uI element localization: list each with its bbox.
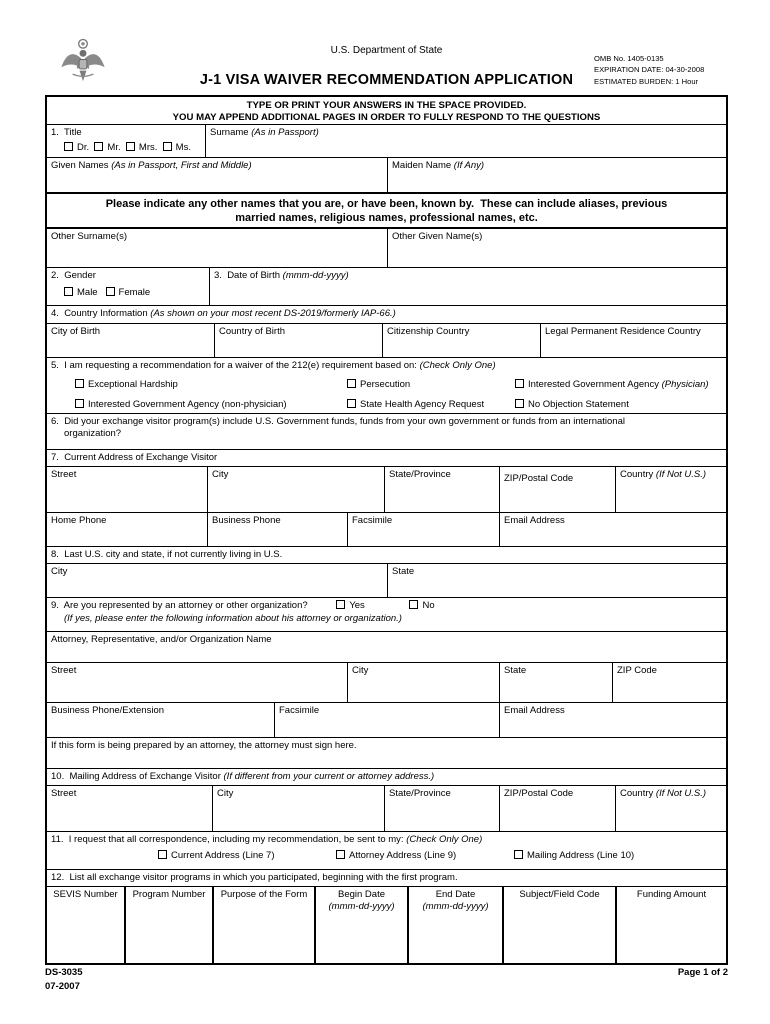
current-city-label: City: [212, 469, 229, 480]
field-mailing-country[interactable]: [615, 786, 726, 831]
field-sevis-number[interactable]: [47, 887, 124, 963]
estimated-burden: ESTIMATED BURDEN: 1 Hour: [594, 76, 699, 86]
q5-hint: (Check Only One): [419, 360, 496, 371]
field-home-phone[interactable]: [47, 513, 207, 546]
field-attorney-facsimile[interactable]: [274, 703, 499, 737]
omb-block: [594, 53, 728, 87]
field-last-us-city[interactable]: [47, 564, 387, 597]
country-of-birth-label: Country of Birth: [219, 326, 285, 337]
checkbox-persecution[interactable]: [347, 379, 356, 388]
field-maiden-name[interactable]: [387, 158, 726, 192]
field-current-state[interactable]: [384, 467, 499, 512]
attorney-yes-label: Yes: [349, 600, 365, 611]
q5-section: [47, 358, 726, 413]
other-surnames-label: Other Surname(s): [51, 231, 128, 242]
field-attorney-signature[interactable]: [47, 738, 726, 768]
other-given-label: Other Given Name(s): [392, 231, 483, 242]
field-end-date[interactable]: [407, 887, 502, 963]
field-business-phone[interactable]: [207, 513, 347, 546]
current-address-option-label: Current Address (Line 7): [171, 849, 275, 861]
notice-line2: married names, religious names, professional names, etc.: [235, 212, 538, 225]
checkbox-current-address[interactable]: [158, 850, 167, 859]
field-permanent-residence-country[interactable]: [540, 324, 726, 357]
given-names-label: Given Names: [51, 160, 112, 171]
field-mailing-city[interactable]: [212, 786, 384, 831]
col-subject-field-code: Subject/Field Code: [519, 889, 600, 900]
attorney-city-label: City: [352, 665, 369, 676]
attorney-sign-note: If this form is being prepared by an attorney, the attorney must sign here.: [51, 740, 357, 751]
checkbox-male[interactable]: [64, 287, 73, 296]
q9-hint: (If yes, please enter the following information about his attorney or organization.): [64, 612, 402, 624]
page-header: [45, 33, 728, 95]
q11-label: 11. I request that all correspondence, including my recommendation, be sent to my:: [51, 834, 407, 845]
field-current-city[interactable]: [207, 467, 384, 512]
q4-header: [47, 306, 726, 323]
attorney-email-label: Email Address: [504, 705, 565, 716]
persecution-label: Persecution: [360, 378, 411, 390]
q3-label: 3. Date of Birth: [214, 270, 283, 281]
home-phone-label: Home Phone: [51, 515, 107, 526]
col-end-date-hint: (mmm-dd-yyyy): [422, 901, 489, 913]
residence-country-label: Legal Permanent Residence Country: [545, 326, 701, 337]
email-label: Email Address: [504, 515, 565, 526]
us-department-of-state-seal-icon: [57, 34, 109, 90]
checkbox-female[interactable]: [106, 287, 115, 296]
q3-hint: (mmm-dd-yyyy): [282, 270, 349, 281]
q2-gender-cell: [47, 268, 209, 305]
maiden-name-label: Maiden Name: [392, 160, 454, 171]
col-begin-date: Begin Date: [337, 889, 385, 900]
q4-hint: (As shown on your most recent DS-2019/formerly IAP-66.): [150, 308, 396, 319]
iga-non-physician-label: Interested Government Agency (non-physician): [88, 398, 287, 410]
page-footer: [45, 966, 728, 994]
checkbox-iga-physician[interactable]: [515, 379, 524, 388]
instructions-line1: TYPE OR PRINT YOUR ANSWERS IN THE SPACE PROVIDED.: [246, 100, 527, 111]
attorney-state-label: State: [504, 665, 527, 676]
q7-header: [47, 450, 726, 466]
mailing-city-label: City: [217, 788, 234, 799]
field-attorney-state[interactable]: [499, 663, 612, 702]
col-program-number: Program Number: [132, 889, 206, 900]
field-attorney-business-phone[interactable]: [47, 703, 274, 737]
iga-physician-label: Interested Government Agency: [528, 378, 662, 390]
checkbox-male-label: Male: [77, 286, 98, 298]
checkbox-mrs-label: Mrs.: [138, 141, 158, 153]
exceptional-hardship-label: Exceptional Hardship: [88, 378, 178, 390]
field-attorney-name[interactable]: [47, 632, 726, 662]
checkbox-attorney-yes[interactable]: [336, 600, 345, 609]
col-purpose: Purpose of the Form: [220, 889, 308, 900]
instructions-line2: YOU MAY APPEND ADDITIONAL PAGES IN ORDER TO FULLY RESPOND TO THE QUESTIONS: [172, 111, 601, 123]
q7-label: 7. Current Address of Exchange Visitor: [51, 452, 218, 463]
checkbox-iga-non-physician[interactable]: [75, 399, 84, 408]
field-funding-amount[interactable]: [615, 887, 726, 963]
field-mailing-zip[interactable]: [499, 786, 615, 831]
q9-question: [47, 598, 726, 631]
page-number: Page 1 of 2: [677, 967, 728, 978]
field-other-surnames[interactable]: [47, 229, 387, 267]
field-last-us-state[interactable]: [387, 564, 726, 597]
checkbox-mr-label: Mr.: [107, 141, 121, 153]
field-current-street[interactable]: [47, 467, 207, 512]
attorney-facsimile-label: Facsimile: [279, 705, 320, 716]
mailing-street-label: Street: [51, 788, 77, 799]
program-table: [47, 886, 726, 963]
expiration-date: EXPIRATION DATE: 04-30-2008: [594, 65, 705, 75]
field-mailing-state[interactable]: [384, 786, 499, 831]
facsimile-label: Facsimile: [352, 515, 393, 526]
state-health-agency-label: State Health Agency Request: [360, 398, 485, 410]
attorney-zip-label: ZIP Code: [617, 665, 657, 676]
agency-name: U.S. Department of State: [330, 45, 443, 56]
checkbox-state-health-agency[interactable]: [347, 399, 356, 408]
field-mailing-street[interactable]: [47, 786, 212, 831]
q2-label: 2. Gender: [51, 270, 96, 281]
attorney-name-label: Attorney, Representative, and/or Organization Name: [51, 634, 272, 645]
field-subject-field-code[interactable]: [502, 887, 615, 963]
field-attorney-street[interactable]: [47, 663, 347, 702]
q1-label: 1. Title: [51, 127, 82, 138]
q5-label: 5. I am requesting a recommendation for a waiver of the 212(e) requirement based on:: [51, 360, 420, 371]
q6-line1: 6. Did your exchange visitor program(s) include U.S. Government funds, funds from your own government or funds from an international: [51, 416, 625, 427]
field-city-of-birth[interactable]: [47, 324, 214, 357]
field-date-of-birth[interactable]: [209, 268, 726, 305]
q10-hint: (If different from your current or attorney address.): [223, 771, 435, 782]
field-begin-date[interactable]: [314, 887, 407, 963]
checkbox-dr[interactable]: [64, 142, 73, 151]
last-us-state-label: State: [392, 566, 415, 577]
current-street-label: Street: [51, 469, 77, 480]
q6-line2: organization?: [64, 427, 122, 439]
checkbox-exceptional-hardship[interactable]: [75, 379, 84, 388]
q8-header: [47, 547, 726, 563]
checkbox-attorney-address[interactable]: [336, 850, 345, 859]
mailing-country-hint: (If Not U.S.): [655, 788, 707, 799]
current-state-label: State/Province: [389, 469, 451, 480]
other-names-notice: [47, 194, 726, 227]
field-given-names[interactable]: [47, 158, 387, 192]
field-current-zip[interactable]: [499, 467, 615, 512]
q4-label: 4. Country Information: [51, 308, 151, 319]
col-end-date: End Date: [435, 889, 476, 900]
col-sevis-number: SEVIS Number: [53, 889, 118, 900]
given-names-hint: (As in Passport, First and Middle): [111, 160, 252, 171]
q10-header: [47, 769, 726, 785]
field-attorney-city[interactable]: [347, 663, 499, 702]
checkbox-ms[interactable]: [163, 142, 172, 151]
current-zip-label: ZIP/Postal Code: [504, 473, 574, 484]
q9-label: 9. Are you represented by an attorney or other organization?: [51, 600, 308, 611]
q11-section: [47, 832, 726, 869]
mailing-country-label: Country: [620, 788, 656, 799]
citizenship-country-label: Citizenship Country: [387, 326, 470, 337]
instructions: [47, 97, 726, 124]
q6-question: [47, 414, 726, 449]
city-of-birth-label: City of Birth: [51, 326, 101, 337]
col-funding-amount: Funding Amount: [636, 889, 707, 900]
attorney-address-option-label: Attorney Address (Line 9): [349, 849, 457, 861]
field-other-given-names[interactable]: [387, 229, 726, 267]
field-surname[interactable]: [205, 125, 726, 157]
attorney-business-phone-label: Business Phone/Extension: [51, 705, 165, 716]
field-email[interactable]: [499, 513, 726, 546]
q8-label: 8. Last U.S. city and state, if not currently living in U.S.: [51, 549, 283, 560]
checkbox-mailing-address[interactable]: [514, 850, 523, 859]
field-program-number[interactable]: [124, 887, 212, 963]
iga-physician-hint: (Physician): [661, 378, 709, 390]
col-begin-date-hint: (mmm-dd-yyyy): [328, 901, 395, 913]
checkbox-dr-label: Dr.: [77, 141, 90, 153]
surname-hint: (As in Passport): [251, 127, 319, 138]
checkbox-attorney-no[interactable]: [409, 600, 418, 609]
field-citizenship-country[interactable]: [382, 324, 540, 357]
mailing-address-option-label: Mailing Address (Line 10): [527, 849, 635, 861]
attorney-street-label: Street: [51, 665, 77, 676]
field-country-of-birth[interactable]: [214, 324, 382, 357]
notice-line1: Please indicate any other names that you are, or have been, known by. These can include aliases, previous: [105, 198, 668, 210]
checkbox-mrs[interactable]: [126, 142, 135, 151]
q12-header: [47, 870, 726, 886]
form-number: DS-3035: [45, 967, 83, 978]
attorney-no-label: No: [422, 600, 435, 611]
q12-label: 12. List all exchange visitor programs in which you participated, beginning with the first program.: [51, 872, 458, 883]
no-objection-label: No Objection Statement: [528, 398, 629, 410]
q11-hint: (Check Only One): [406, 834, 483, 845]
current-country-hint: (If Not U.S.): [655, 469, 707, 480]
checkbox-no-objection[interactable]: [515, 399, 524, 408]
mailing-state-label: State/Province: [389, 788, 451, 799]
q10-label: 10. Mailing Address of Exchange Visitor: [51, 771, 224, 782]
business-phone-label: Business Phone: [212, 515, 281, 526]
field-facsimile[interactable]: [347, 513, 499, 546]
field-purpose[interactable]: [212, 887, 314, 963]
surname-label: Surname: [210, 127, 252, 138]
q1-title-cell: [47, 125, 205, 157]
current-country-label: Country: [620, 469, 656, 480]
field-attorney-email[interactable]: [499, 703, 726, 737]
field-attorney-zip[interactable]: [612, 663, 726, 702]
form-title: J-1 VISA WAIVER RECOMMENDATION APPLICATION: [199, 72, 574, 88]
checkbox-mr[interactable]: [94, 142, 103, 151]
omb-number: OMB No. 1405-0135: [594, 54, 664, 63]
form-revision: 07-2007: [45, 980, 80, 992]
form-body: [45, 95, 728, 965]
checkbox-female-label: Female: [118, 286, 151, 298]
checkbox-ms-label: Ms.: [175, 141, 191, 153]
maiden-name-hint: (If Any): [453, 160, 485, 171]
last-us-city-label: City: [51, 566, 68, 577]
mailing-zip-label: ZIP/Postal Code: [504, 788, 574, 799]
field-current-country[interactable]: [615, 467, 726, 512]
